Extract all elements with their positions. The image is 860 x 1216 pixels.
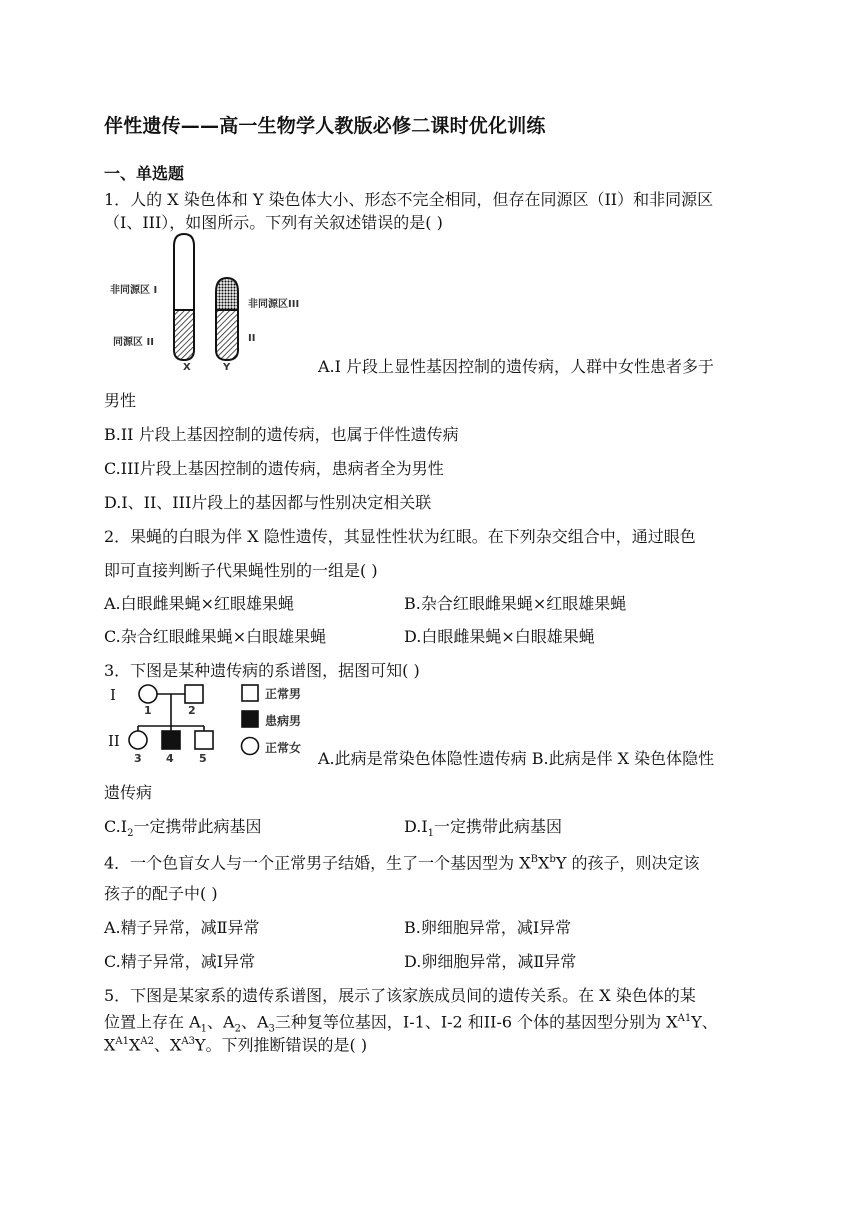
q3-options-ab-cont: 遗传病 xyxy=(104,783,153,802)
q1-option-c: C.III片段上基因控制的遗传病，患病者全为男性 xyxy=(104,459,444,478)
q2-option-b: B.杂合红眼雌果蝇×红眼雄果蝇 xyxy=(404,594,627,613)
legend-normal-female-symbol xyxy=(242,738,259,755)
q5-stem-line2: 位置上存在 $A_1$、$A_2$、$A_3$三种复等位基因，I-1、I-2 和II-6 个体的基因型分别为 $X^{A1}Y$、 xyxy=(104,1012,718,1035)
legend-affected-male-symbol xyxy=(242,711,258,727)
q1-option-a-cont: 男性 xyxy=(104,391,137,410)
pedigree-i1-female xyxy=(139,685,157,703)
legend-normal-male: 正常男 xyxy=(265,687,302,701)
q1-stem-line2: （I、III），如图所示。下列有关叙述错误的是( ) xyxy=(104,213,443,232)
pedigree-ii5-male xyxy=(195,731,213,749)
q4-stem-line2: 孩子的配子中( ) xyxy=(104,884,218,903)
label-ii: II xyxy=(248,333,256,344)
label-x: X xyxy=(183,362,191,373)
page-title: 伴性遗传——高一生物学人教版必修二课时优化训练 xyxy=(104,115,546,137)
x-chromosome-region-ii xyxy=(174,310,194,360)
label-homologous-ii: 同源区 II xyxy=(113,337,154,348)
label-nonhomologous-i: 非同源区 I xyxy=(110,285,158,296)
y-chromosome-region-iii xyxy=(216,278,238,310)
q4-option-a: A.精子异常，减Ⅱ异常 xyxy=(104,918,260,937)
pedigree-num-2: 2 xyxy=(188,704,196,717)
q3-option-d: $D.I_1$一定携带此病基因 xyxy=(404,817,563,840)
q2-stem-line1: 2．果蝇的白眼为伴 X 隐性遗传，其显性性状为红眼。在下列杂交组合中，通过眼色 xyxy=(104,527,696,546)
label-nonhomologous-iii: 非同源区III xyxy=(248,299,300,310)
y-chromosome-region-ii xyxy=(216,310,238,360)
q5-stem-line3: $X^{A1}X^{A2}$、$X^{A3}Y$。下列推断错误的是( ) xyxy=(104,1035,368,1055)
pedigree-num-1: 1 xyxy=(144,704,152,717)
legend-normal-female: 正常女 xyxy=(265,741,302,755)
q2-stem-line2: 即可直接判断子代果蝇性别的一组是( ) xyxy=(104,561,378,580)
q2-option-a: A.白眼雌果蝇×红眼雄果蝇 xyxy=(104,594,295,613)
q4-option-c: C.精子异常，减Ⅰ异常 xyxy=(104,952,256,971)
legend-affected-male: 患病男 xyxy=(265,714,302,728)
pedigree-num-4: 4 xyxy=(166,752,174,765)
pedigree-gen-ii: II xyxy=(108,732,120,750)
x-chromosome-region-i xyxy=(174,234,194,310)
q4-option-d: D.卵细胞异常，减Ⅱ异常 xyxy=(404,952,577,971)
q2-option-c: C.杂合红眼雌果蝇×白眼雄果蝇 xyxy=(104,627,327,646)
pedigree-i2-male xyxy=(185,685,203,703)
legend-normal-male-symbol xyxy=(242,685,258,701)
section-heading: 一、单选题 xyxy=(104,164,185,183)
q4-option-b: B.卵细胞异常，减Ⅰ异常 xyxy=(404,918,572,937)
q1-stem-line1: 1．人的 X 染色体和 Y 染色体大小、形态不完全相同，但存在同源区（II）和非同源区 xyxy=(104,190,714,209)
q1-option-b: B.II 片段上基因控制的遗传病，也属于伴性遗传病 xyxy=(104,425,459,444)
pedigree-num-5: 5 xyxy=(199,752,207,765)
pedigree-gen-i: I xyxy=(110,686,116,704)
q1-option-a: A.I 片段上显性基因控制的遗传病，人群中女性患者多于 xyxy=(318,357,715,376)
q1-option-d: D.I、II、III片段上的基因都与性别决定相关联 xyxy=(104,493,432,512)
q3-option-c: $C.I_2$一定携带此病基因 xyxy=(104,817,262,840)
pedigree-ii3-female xyxy=(129,731,147,749)
pedigree-num-3: 3 xyxy=(134,752,142,765)
pedigree-ii4-affected-male xyxy=(162,731,180,749)
q4-stem-line1: 4．一个色盲女人与一个正常男子结婚，生了一个基因型为 $X^BX^bY$ 的孩子，则决定该 xyxy=(104,853,700,873)
q3-options-ab: A.此病是常染色体隐性遗传病 B.此病是伴 X 染色体隐性 xyxy=(318,749,715,768)
q5-stem-line1: 5．下图是某家系的遗传系谱图，展示了该家族成员间的遗传关系。在 X 染色体的某 xyxy=(104,986,696,1005)
q3-stem: 3．下图是某种遗传病的系谱图，据图可知( ) xyxy=(104,661,420,680)
label-y: Y xyxy=(223,362,231,373)
q2-option-d: D.白眼雌果蝇×白眼雄果蝇 xyxy=(404,627,595,646)
